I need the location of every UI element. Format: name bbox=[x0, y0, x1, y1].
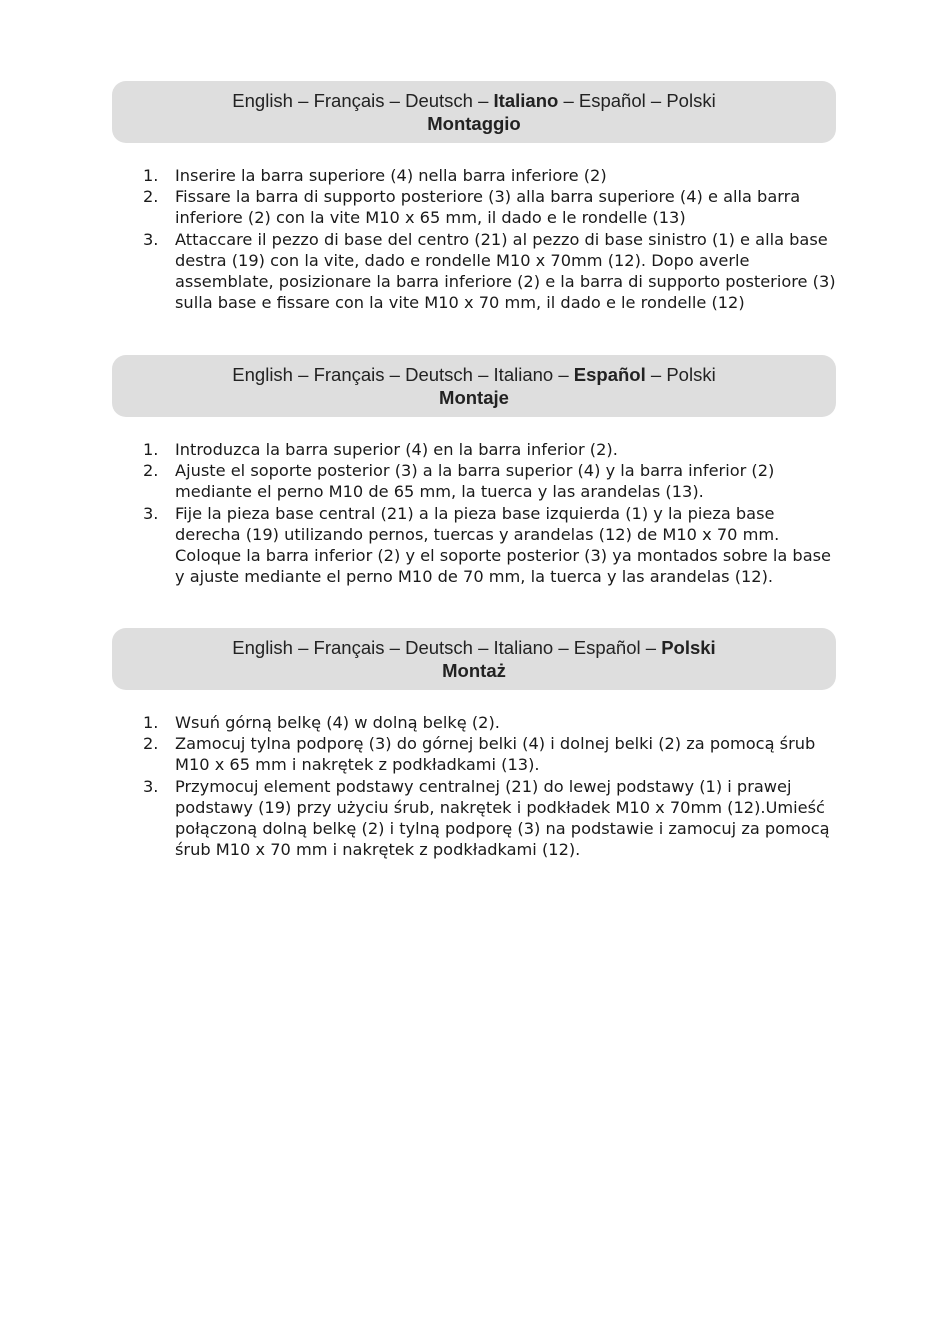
step-item bbox=[112, 733, 836, 775]
language-selector bbox=[112, 636, 836, 659]
step-text: Fissare la barra di supporto posteriore (3) alla barra superiore (4) e alla barra inferiore (2) con la vite M10 x 65 mm, il dado e le rondelle (13) bbox=[175, 187, 801, 228]
lang-separator: – bbox=[292, 637, 314, 658]
lang-separator: – bbox=[472, 637, 494, 658]
lang-separator: – bbox=[384, 90, 406, 111]
lang-francais: Français bbox=[313, 90, 385, 111]
lang-italiano: Italiano bbox=[493, 364, 554, 385]
step-number: 2. bbox=[143, 461, 159, 481]
lang-francais: Français bbox=[313, 637, 385, 658]
lang-polski: Polski bbox=[666, 364, 716, 385]
lang-espanol: Español bbox=[578, 90, 646, 111]
lang-espanol: Español bbox=[573, 364, 646, 385]
lang-separator: – bbox=[292, 90, 314, 111]
lang-polski: Polski bbox=[661, 637, 716, 658]
step-number: 3. bbox=[143, 776, 159, 796]
lang-separator: – bbox=[472, 364, 494, 385]
lang-separator: – bbox=[553, 637, 574, 658]
language-selector bbox=[112, 363, 836, 386]
lang-espanol: Español bbox=[573, 637, 641, 658]
lang-separator: – bbox=[384, 364, 406, 385]
lang-italiano: Italiano bbox=[493, 90, 559, 111]
language-header bbox=[112, 355, 836, 417]
lang-separator: – bbox=[292, 364, 314, 385]
section-title: Montaje bbox=[439, 387, 509, 408]
step-text: Attaccare il pezzo di base del centro (21) al pezzo di base sinistro (1) e alla base destra (19) con la vite, dado e rondelle M10 x 70mm (12). Dopo averle assemblate, posizionare la barra inferiore (2) e la barra di supporto posteriore (3) sulla base e fissare con la vite M10 x 70 mm, il dado e le rondelle (12) bbox=[175, 229, 836, 313]
lang-english: English bbox=[232, 90, 293, 111]
step-text: Inserire la barra superiore (4) nella barra inferiore (2) bbox=[175, 166, 607, 185]
language-header bbox=[112, 81, 836, 143]
lang-separator: – bbox=[472, 90, 494, 111]
step-text: Introduzca la barra superior (4) en la barra inferior (2). bbox=[175, 440, 618, 459]
step-number: 2. bbox=[143, 187, 159, 207]
step-text: Przymocuj element podstawy centralnej (21) do lewej podstawy (1) i prawej podstawy (19) przy użyciu śrub, nakrętek i podkładek M10 x 70mm (12).Umieść połączoną dolną belkę (2) i tylną podporę (3) na podstawie i zamocuj za pomocą śrub M10 x 70 mm i nakrętek z podkładkami (12). bbox=[175, 776, 830, 860]
lang-english: English bbox=[232, 364, 293, 385]
step-text: Ajuste el soporte posterior (3) a la barra superior (4) y la barra inferior (2) mediante el perno M10 de 65 mm, la tuerca y las arandelas (13). bbox=[175, 461, 775, 502]
section-polski bbox=[112, 628, 836, 860]
lang-separator: – bbox=[553, 364, 574, 385]
assembly-steps bbox=[112, 712, 836, 860]
lang-italiano: Italiano bbox=[493, 637, 554, 658]
step-item bbox=[112, 439, 836, 460]
lang-separator: – bbox=[645, 90, 667, 111]
step-number: 1. bbox=[143, 713, 159, 732]
step-item bbox=[112, 229, 836, 314]
step-number: 3. bbox=[143, 503, 159, 523]
step-item bbox=[112, 186, 836, 228]
lang-separator: – bbox=[384, 637, 406, 658]
step-text: Fije la pieza base central (21) a la pieza base izquierda (1) y la pieza base derecha (19) utilizando pernos, tuercas y arandelas (12) de M10 x 70 mm. Coloque la barra inferior (2) y el soporte posterior (3) ya montados sobre la base y ajuste mediante el perno M10 de 70 mm, la tuerca y las arandelas (12). bbox=[175, 503, 832, 587]
section-title: Montaggio bbox=[427, 113, 521, 134]
step-text: Zamocuj tylna podporę (3) do górnej belki (4) i dolnej belki (2) za pomocą śrub M10 x 65 mm i nakrętek z podkładkami (13). bbox=[175, 734, 816, 775]
lang-polski: Polski bbox=[666, 90, 716, 111]
step-item bbox=[112, 776, 836, 861]
lang-english: English bbox=[232, 637, 293, 658]
lang-deutsch: Deutsch bbox=[405, 90, 473, 111]
section-italiano bbox=[112, 81, 836, 313]
step-number: 1. bbox=[143, 166, 159, 185]
assembly-steps bbox=[112, 165, 836, 313]
step-item bbox=[112, 460, 836, 502]
lang-francais: Français bbox=[313, 364, 385, 385]
step-text: Wsuń górną belkę (4) w dolną belkę (2). bbox=[175, 713, 500, 732]
step-item bbox=[112, 712, 836, 733]
lang-deutsch: Deutsch bbox=[405, 637, 473, 658]
step-number: 3. bbox=[143, 229, 159, 249]
step-item bbox=[112, 165, 836, 186]
lang-separator: – bbox=[640, 637, 662, 658]
step-item bbox=[112, 503, 836, 588]
language-header bbox=[112, 628, 836, 690]
section-title: Montaż bbox=[442, 660, 506, 681]
lang-separator: – bbox=[558, 90, 579, 111]
section-espanol bbox=[112, 355, 836, 587]
step-number: 1. bbox=[143, 440, 159, 459]
step-number: 2. bbox=[143, 734, 159, 754]
lang-deutsch: Deutsch bbox=[405, 364, 473, 385]
language-selector bbox=[112, 89, 836, 112]
assembly-steps bbox=[112, 439, 836, 587]
lang-separator: – bbox=[645, 364, 667, 385]
